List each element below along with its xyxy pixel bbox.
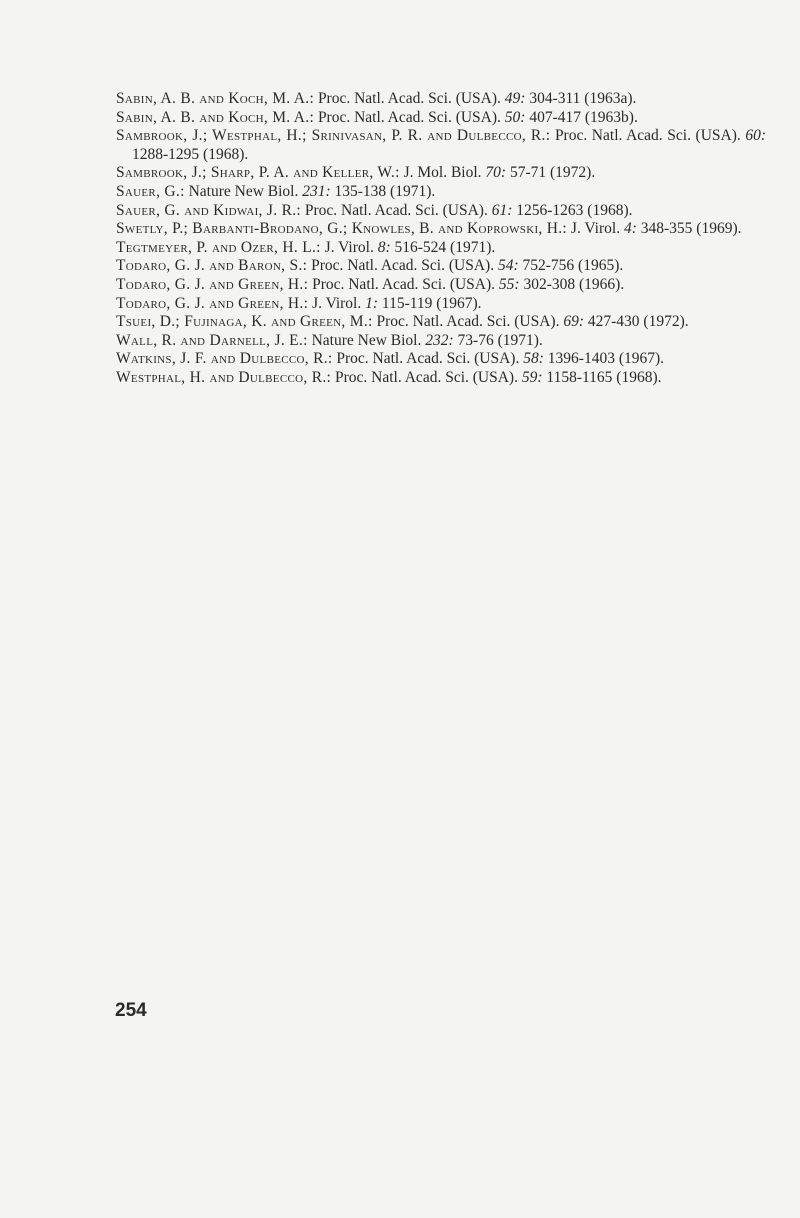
reference-entry	[116, 313, 766, 332]
reference-entry	[116, 350, 766, 369]
reference-authors: Todaro, G. J. and Baron, S.:	[116, 257, 308, 275]
reference-pages: 1396-1403 (1967).	[547, 350, 665, 368]
reference-volume: 50:	[504, 108, 526, 126]
reference-journal: Proc. Natl. Acad. Sci. (USA).	[376, 313, 560, 331]
reference-volume: 70:	[485, 164, 507, 182]
reference-journal: J. Virol.	[570, 220, 621, 238]
reference-authors: Sabin, A. B. and Koch, M. A.:	[116, 108, 315, 126]
reference-journal: Proc. Natl. Acad. Sci. (USA).	[304, 201, 488, 219]
reference-journal: Proc. Natl. Acad. Sci. (USA).	[554, 127, 741, 145]
reference-entry	[116, 183, 766, 202]
reference-authors: Tsuei, D.; Fujinaga, K. and Green, M.:	[116, 313, 373, 331]
reference-volume: 58:	[523, 350, 544, 368]
reference-entry	[116, 220, 766, 239]
reference-pages: 1158-1165 (1968).	[546, 368, 662, 386]
reference-entry	[116, 295, 766, 314]
reference-list	[116, 90, 766, 388]
reference-authors: Todaro, G. J. and Green, H.:	[116, 294, 309, 312]
reference-entry	[116, 239, 766, 258]
reference-authors: Swetly, P.; Barbanti-Brodano, G.; Knowles, B. and Koprowski, H.:	[116, 220, 568, 238]
reference-pages: 115-119 (1967).	[381, 294, 482, 312]
reference-journal: Proc. Natl. Acad. Sci. (USA).	[336, 350, 520, 368]
reference-pages: 752-756 (1965).	[522, 257, 624, 275]
reference-volume: 4:	[623, 220, 637, 238]
reference-authors: Todaro, G. J. and Green, H.:	[116, 275, 309, 293]
reference-entry	[116, 369, 766, 388]
reference-journal: J. Mol. Biol.	[403, 164, 482, 182]
reference-authors: Sambrook, J.; Sharp, P. A. and Keller, W.:	[116, 164, 400, 182]
reference-journal: Nature New Biol.	[311, 331, 422, 349]
reference-entry	[116, 257, 766, 276]
reference-pages: 407-417 (1963b).	[529, 108, 638, 126]
reference-authors: Sauer, G.:	[116, 182, 185, 200]
reference-volume: 1:	[365, 294, 379, 312]
reference-journal: Nature New Biol.	[188, 182, 299, 200]
reference-authors: Sabin, A. B. and Koch, M. A.:	[116, 90, 315, 107]
reference-pages: 1256-1263 (1968).	[516, 201, 633, 219]
page-number: 254	[115, 1000, 147, 1021]
reference-journal: Proc. Natl. Acad. Sci. (USA).	[312, 275, 496, 293]
reference-pages: 1288-1295 (1968).	[132, 145, 249, 163]
reference-volume: 59:	[521, 368, 543, 386]
reference-entry	[116, 90, 766, 109]
reference-pages: 427-430 (1972).	[587, 313, 689, 331]
reference-pages: 516-524 (1971).	[394, 238, 496, 256]
reference-pages: 348-355 (1969).	[640, 220, 742, 238]
reference-journal: Proc. Natl. Acad. Sci. (USA).	[317, 90, 501, 107]
reference-authors: Watkins, J. F. and Dulbecco, R.:	[116, 350, 333, 368]
reference-volume: 8:	[377, 238, 391, 256]
reference-entry	[116, 164, 766, 183]
reference-pages: 73-76 (1971).	[457, 331, 543, 349]
reference-journal: Proc. Natl. Acad. Sci. (USA).	[335, 368, 518, 386]
reference-volume: 60:	[745, 127, 767, 145]
reference-journal: J. Virol.	[324, 238, 374, 256]
reference-authors: Wall, R. and Darnell, J. E.:	[116, 331, 308, 349]
reference-journal: Proc. Natl. Acad. Sci. (USA).	[311, 257, 495, 275]
reference-volume: 231:	[302, 182, 331, 200]
reference-volume: 61:	[491, 201, 513, 219]
reference-entry	[116, 109, 766, 128]
reference-pages: 135-138 (1971).	[334, 182, 436, 200]
reference-volume: 232:	[425, 331, 454, 349]
reference-entry	[116, 202, 766, 221]
reference-authors: Sambrook, J.; Westphal, H.; Srinivasan, P. R. and Dulbecco, R.:	[116, 127, 551, 145]
reference-journal: Proc. Natl. Acad. Sci. (USA).	[317, 108, 501, 126]
reference-entry	[116, 332, 766, 351]
reference-authors: Sauer, G. and Kidwai, J. R.:	[116, 201, 301, 219]
reference-volume: 55:	[498, 275, 520, 293]
reference-volume: 54:	[497, 257, 519, 275]
reference-journal: J. Virol.	[312, 294, 362, 312]
reference-authors: Westphal, H. and Dulbecco, R.:	[116, 368, 332, 386]
reference-pages: 57-71 (1972).	[509, 164, 596, 182]
reference-entry	[116, 276, 766, 295]
reference-pages: 302-308 (1966).	[523, 275, 625, 293]
reference-entry	[116, 127, 766, 164]
reference-volume: 49:	[504, 90, 526, 107]
reference-authors: Tegtmeyer, P. and Ozer, H. L.:	[116, 238, 321, 256]
reference-pages: 304-311 (1963a).	[529, 90, 637, 107]
reference-volume: 69:	[563, 313, 585, 331]
